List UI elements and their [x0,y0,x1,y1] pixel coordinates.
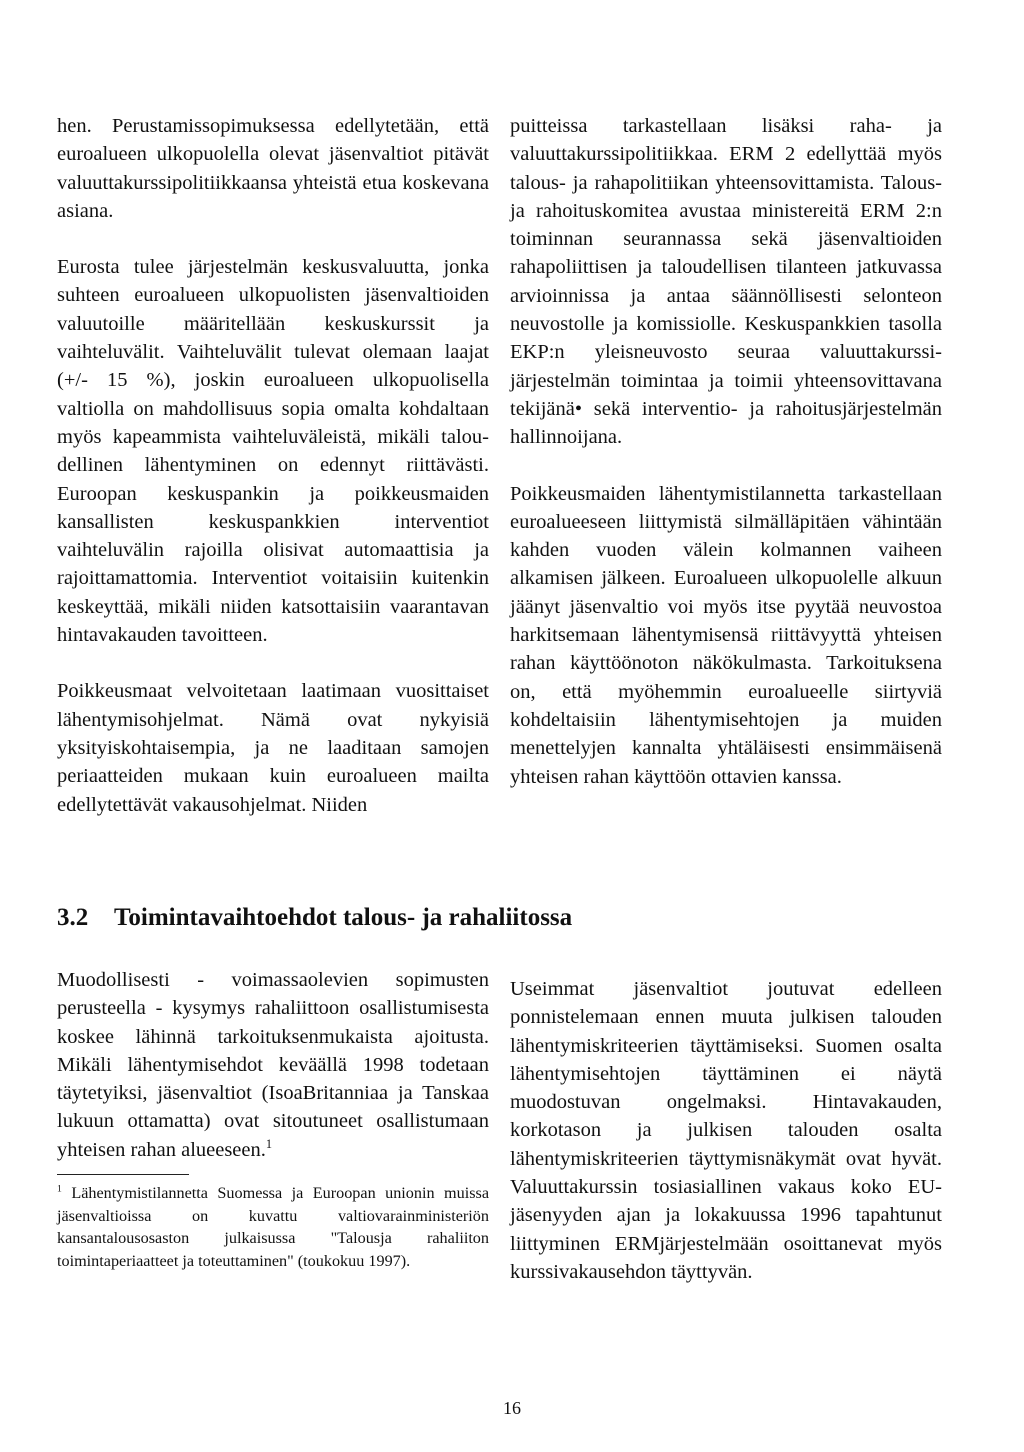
footnote-reference: 1 [265,1136,273,1151]
top-right-column [510,112,942,791]
paragraph-participation [57,966,489,1164]
paragraph-policy-coordination: puitteissa tarkastellaan lisäksi raha- ja valuuttakurssipolitiikkaa. ERM 2 edellyttää myös talous- ja rahapolitiikan yhteensovittamista. Talous- ja rahoituskomitea avustaa ministereitä ERM 2:n toiminnan seurannassa sekä jäsenvaltioiden rahapoliittisen ja taloudellisen tilanteen jatkuvassa arvioinnissa ja antaa säännöllisesti selonteon neuvostolle ja komissiolle. Keskuspankkien tasolla EKP:n yleisneuvosto seuraa valuuttakurssijärjestelmän toimintaa ja toimii yhteensovittavana tekijänä• sekä interventio- ja rahoitusjärjestelmän hallinnoijana. [510,115,942,449]
top-left-column [57,112,489,819]
paragraph-convergence-review: Poikkeusmaiden lähentymistilannetta tarkastellaan euroalueeseen liittymistä silmälläpitäen vähintään kahden vuoden välein kolmannen vaiheen alkamisen jälkeen. Euroalueen ulkopuolelle alkuun jäänyt jäsenvaltio voi myös itse pyytää neuvostoa harkitsemaan lähentymisensä riittävyyttä yhteisen rahan käyttöönoton näkökulmasta. Tarkoituksena on, että myöhemmin euroalueelle siirtyviä kohdeltaisiin lähentymisehtojen ja muiden menettelyjen kannalta yhtäläisesti ensimmäisenä yhteisen rahan käyttöön ottavien kanssa. [510,482,942,788]
footnote-divider [57,1174,189,1175]
section-number: 3.2 [57,904,89,931]
page-number: 16 [503,1398,521,1418]
footnote-marker: 1 [57,1183,62,1195]
paragraph-euro-anchor: Eurosta tulee järjestelmän keskusvaluutta, jonka suhteen euroalueen ulkopuolisten jäsenvaltioiden valuutoille määritellään keskuskurssit ja vaihteluvälit. Vaihteluvälit tulevat olemaan laajat (+/- 15 %), joskin euroalueen ulkopuolisella valtiolla on mahdollisuus sopia omalta kohdaltaan myös kapeammista vaihteluväleistä, mikäli taloudellinen lähentyminen on edennyt riittävästi. Euroopan keskuspankin ja poikkeusmaiden kansallisten keskuspankkien interventiot vaihteluvälin rajoilla olisivat automaattisia ja rajoittamattomia. Interventiot voitaisiin kuitenkin keskeyttää, mikäli niiden katsottaisiin vaarantavan hintavakauden tavoitteen. [57,256,489,647]
bottom-left-column [57,966,489,1164]
paragraph-participation-text: Muodollisesti - voimassaolevien sopimusten perusteella - kysymys rahaliittoon osallistumisesta koskee lähinnä tarkoituksenmukaista ajoitusta. Mikäli lähentymisehdot keväällä 1998 todetaan täytetyiksi, jäsenvaltiot (IsoaBritanniaa ja Tanskaa lukuun ottamatta) ovat sitoutuneet osallistumaan yhteisen rahan alueeseen. [57,969,489,1161]
bottom-right-column [510,975,942,1286]
paragraph-member-states: Useimmat jäsenvaltiot joutuvat edelleen ponnistelemaan ennen muuta julkisen talouden lähentymiskriteerien täyttämiseksi. Suomen osalta lähentymisehtojen täyttäminen ei näytä muodostuvan ongelmaksi. Hintavakauden, korkotason ja julkisen talouden osalta lähentymiskriteerien täyttymisnäkymät ovat hyvät. Valuuttakurssin tosiasiallinen vakaus koko EU-jäsenyyden ajan ja lokakuussa 1996 tapahtunut liittyminen ERMjärjestelmään osoittanevat myös kurssivakausehdon täyttyvän. [510,978,942,1283]
paragraph-treaty: hen. Perustamissopimuksessa edellytetään, että euroalueen ulkopuolella olevat jäsenvaltiot pitävät valuuttakurssipolitiikkaansa yhteistä etua koskevana asiana. [57,115,489,222]
paragraph-convergence-programmes: Poikkeusmaat velvoitetaan laatimaan vuosittaiset lähentymisohjelmat. Nämä ovat nykyisiä yksityiskohtaisempia, ja ne laaditaan samojen periaatteiden mukaan kuin euroalueen mailta edellytettävät vakausohjelmat. Niiden [57,680,489,816]
footnote [57,1182,489,1272]
section-heading [57,904,957,932]
footnote-text: Lähentymistilannetta Suomessa ja Euroopan unionin muissa jäsenvaltioissa on kuvattu valtiovarainministeriön kansantalousosaston julkaisussa "Talousja rahaliiton toimintaperiaatteet ja toteuttaminen" (toukokuu 1997). [57,1184,489,1270]
section-title: Toimintavaihtoehdot talous- ja rahaliitossa [114,904,573,931]
